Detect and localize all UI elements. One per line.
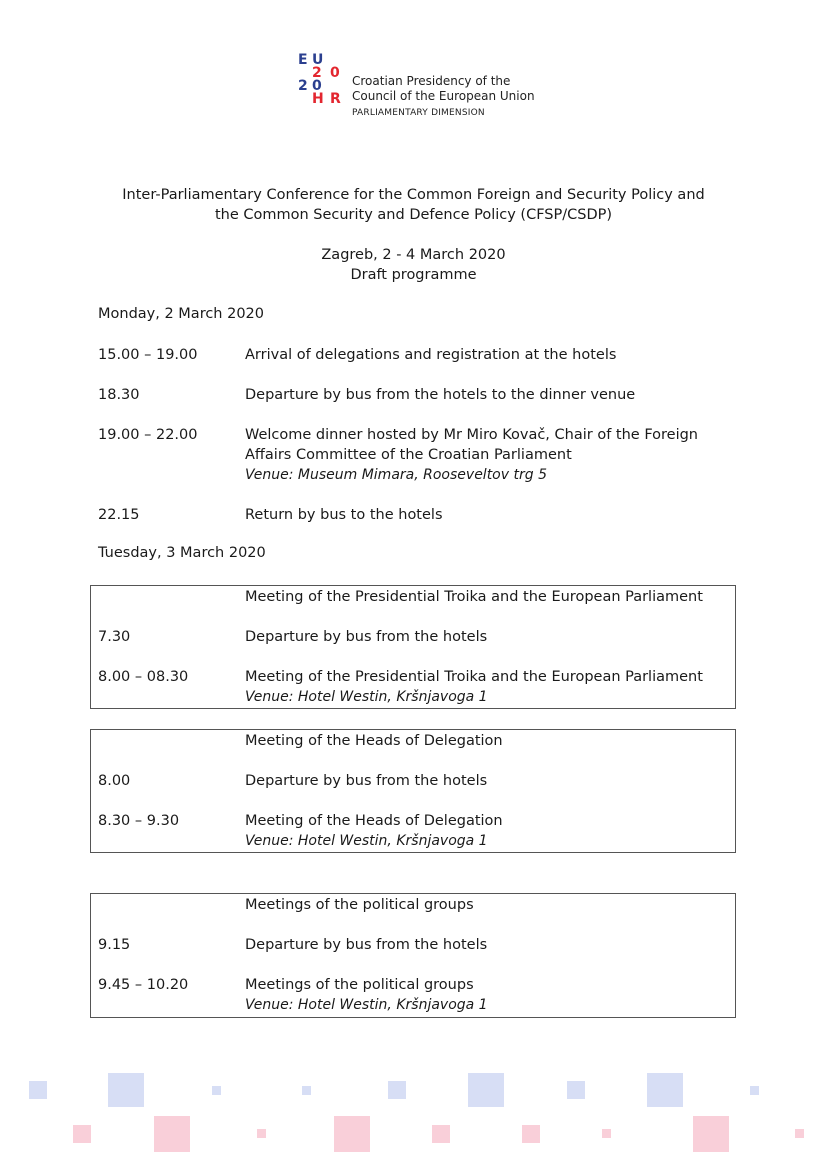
logo-letter: R: [330, 91, 341, 107]
row-desc: Departure by bus from the hotels: [245, 937, 488, 953]
row-desc-block: [245, 667, 735, 707]
session-title: Meeting of the Presidential Troika and the European Parliament: [245, 589, 703, 605]
title-line-2: the Common Security and Defence Policy (CFSP/CSDP): [214, 207, 613, 223]
decor-square: [567, 1081, 585, 1099]
row-desc: Meeting of the Heads of Delegation: [245, 813, 503, 829]
logo-letter: 0: [312, 78, 322, 94]
row-venue: Venue: Hotel Westin, Kršnjavoga 1: [245, 997, 488, 1013]
logo-letter: U: [312, 52, 324, 68]
logo-line-1: Croatian Presidency of the: [352, 74, 511, 88]
row-time: 18.30: [98, 387, 140, 403]
row-venue: Venue: Hotel Westin, Kršnjavoga 1: [245, 833, 488, 849]
decor-square: [693, 1116, 729, 1152]
row-time: 22.15: [98, 507, 140, 523]
logo-letter: 0: [330, 65, 340, 81]
decor-square: [154, 1116, 190, 1152]
decor-square: [212, 1086, 221, 1095]
row-time: 19.00 – 22.00: [98, 427, 198, 443]
conference-title: [0, 185, 827, 225]
decor-square: [108, 1073, 144, 1107]
decor-square: [388, 1081, 406, 1099]
row-desc: Meeting of the Presidential Troika and the European Parliament: [245, 669, 703, 685]
logo-letter: 2: [298, 78, 308, 94]
decor-square: [795, 1129, 804, 1138]
row-desc: Welcome dinner hosted by Mr Miro Kovač, Chair of the Foreign Affairs Committee of the Croatian Parliament: [245, 427, 698, 463]
eu2020hr-logo-mark: [296, 52, 346, 107]
logo-line-2: Council of the European Union: [352, 89, 535, 103]
row-time: 8.30 – 9.30: [98, 813, 180, 829]
presidency-logo: [296, 52, 596, 122]
row-desc-block: [245, 811, 735, 851]
place-and-date: [0, 245, 827, 285]
place-date: Zagreb, 2 - 4 March 2020: [321, 247, 506, 263]
row-desc: Departure by bus from the hotels: [245, 773, 488, 789]
decor-square: [29, 1081, 47, 1099]
logo-letter: H: [312, 91, 324, 107]
row-venue: Venue: Museum Mimara, Rooseveltov trg 5: [245, 467, 547, 483]
decor-square: [432, 1125, 450, 1143]
decor-square: [750, 1086, 759, 1095]
row-desc: Meetings of the political groups: [245, 977, 474, 993]
logo-line-3: PARLIAMENTARY DIMENSION: [352, 108, 485, 118]
logo-letter: E: [298, 52, 308, 68]
row-desc-block: [245, 975, 735, 1015]
row-time: 9.15: [98, 937, 131, 953]
row-time: 8.00 – 08.30: [98, 669, 189, 685]
row-desc: Departure by bus from the hotels: [245, 629, 488, 645]
programme-subtitle: Draft programme: [350, 267, 477, 283]
row-time: 15.00 – 19.00: [98, 347, 198, 363]
title-line-1: Inter-Parliamentary Conference for the Common Foreign and Security Policy and: [122, 187, 705, 203]
decor-square: [468, 1073, 504, 1107]
session-title: Meeting of the Heads of Delegation: [245, 733, 503, 749]
row-desc-block: [245, 425, 735, 485]
row-desc: Departure by bus from the hotels to the dinner venue: [245, 387, 636, 403]
decor-square: [602, 1129, 611, 1138]
decor-square: [647, 1073, 683, 1107]
decor-square: [73, 1125, 91, 1143]
day-heading-monday: Monday, 2 March 2020: [98, 306, 265, 322]
row-desc: Return by bus to the hotels: [245, 507, 443, 523]
logo-text: [352, 74, 535, 121]
row-venue: Venue: Hotel Westin, Kršnjavoga 1: [245, 689, 488, 705]
decor-square: [302, 1086, 311, 1095]
row-time: 8.00: [98, 773, 131, 789]
logo-letter: 2: [312, 65, 322, 81]
day-heading-tuesday: Tuesday, 3 March 2020: [98, 545, 266, 561]
decor-square: [257, 1129, 266, 1138]
decor-square: [522, 1125, 540, 1143]
session-title: Meetings of the political groups: [245, 897, 474, 913]
row-desc: Arrival of delegations and registration at the hotels: [245, 347, 617, 363]
decor-square: [334, 1116, 370, 1152]
row-time: 7.30: [98, 629, 131, 645]
row-time: 9.45 – 10.20: [98, 977, 189, 993]
